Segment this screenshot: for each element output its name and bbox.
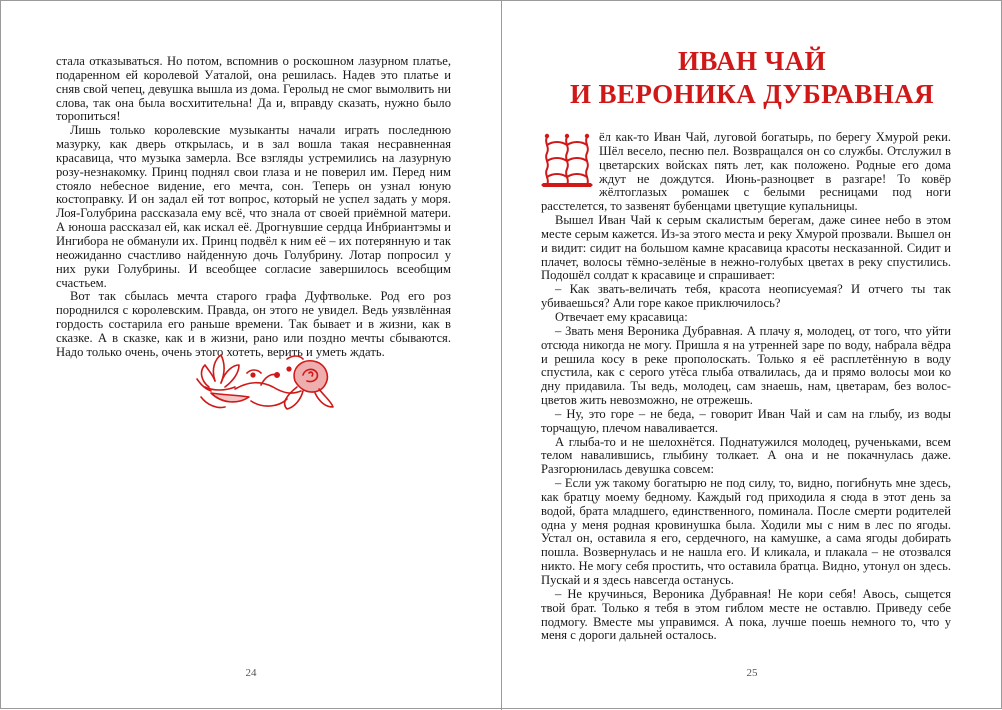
opening-paragraph-text: ёл как-то Иван Чай, луговой богатырь, по берегу Хмурой реки. Шёл весело, песню пел. Возвращался он со службы. Отслужил в цветарских войсках пять лет, как положено. Родные его дома ждут не дождутся. Июнь-разноцвет в разгаре! То ковёр жёлтоглазых ромашек с белыми ресницами под ноги расстелется, то зазвенят бубенцами цветущие купальницы. bbox=[541, 130, 951, 214]
paragraph: А глыба-то и не шелохнётся. Поднатужился молодец, рученьками, всем телом навалившись, глыбину толкает. А она и не покачнулась даже. Разгорюнилась девушка совсем: bbox=[541, 434, 951, 477]
right-page-text bbox=[541, 131, 951, 643]
paragraph: – Как звать-величать тебя, красота неописуемая? И отчего ты так убиваешься? Али горе какое приключилось? bbox=[541, 282, 951, 311]
paragraph: – Не кручинься, Вероника Дубравная! Не кори себя! Авось, сыщется твой брат. Только я тебя в этом гиблом месте не оставлю. Приведу себе подмогу. Вместе мы управимся. А пока, лучше поешь немного то, что у меня с дороги дальней осталось. bbox=[541, 586, 951, 643]
paragraph: Отвечает ему красавица: bbox=[555, 309, 688, 324]
ornamental-dropcap-icon bbox=[541, 133, 593, 189]
paragraph: Лишь только королевские музыканты начали играть последнюю мазурку, как дверь открылась, и в зал вошла такая несравненная красавица, что музыка замерла. Все взгляды устремились на лазурную розу-незнакомку. Принц поднял свои глаза и не поверил им. Перед ним стояло небесное видение, его мечта, сон. Теперь он узнал юную костоправку. И он задал ей тот вопрос, который не успел задать у моря. Лоя-Голубрина рассказала ему всё, что знала от своей приёмной матери. А юноша рассказал ей, как искал её. Дрогнувшие сердца Инбриантэмы и Ингибора не обманули их. Принц подвёл к ним её – их потерянную и так неожиданно счастливо найденную дочь Голубрину. Лотар попросил у них руки Голубрины. И всеобщее согласие завершилось всеобщим счастьем. bbox=[56, 123, 451, 290]
page-number: 24 bbox=[245, 667, 257, 679]
page-number: 25 bbox=[746, 667, 758, 679]
paragraph: стала отказываться. Но потом, вспомнив о роскошном лазурном платье, подаренном ей королевой Уаталой, она решилась. Надев это платье и сняв свой чепец, девушка вышла из дома. Геролыд не смог вымолвить ни слова, так она была восхитительна! Да и, вправду сказать, нужно было торопиться! bbox=[56, 54, 451, 124]
left-page bbox=[1, 1, 501, 710]
chapter-title bbox=[502, 45, 1002, 111]
chapter-title-line: И ВЕРОНИКА ДУБРАВНАЯ bbox=[569, 79, 935, 109]
paragraph: – Ну, это горе – не беда, – говорит Иван Чай и сам на глыбу, из воды торчащую, плечом наваливается. bbox=[541, 406, 951, 435]
paragraph: Вот так сбылась мечта старого графа Дуфтвольке. Род его роз породнился с королевским. Правда, он этого не увидел. Ведь уязвлённая гордость состарила его раньше времени. Так бывает и в жизни, как в сказке. А в сказке, как и в жизни, рано или поздно мечты сбываются. Надо только очень, очень этого хотеть, верить и уметь ждать. bbox=[56, 289, 451, 359]
paragraph: – Звать меня Вероника Дубравная. А плачу я, молодец, от того, что уйти отсюда никогда не могу. Пришла я на утренней заре по воду, набрала вёдра и решила косу в реке прополоскать. Только я её расплетённую в воду спустила, как с серого утёса глыба отвалилась, да и прямо волосы мои ко дну придавила. Ты ведь, молодец, сам знаешь, нам, цветарам, без волос-цветов жить невозможно, не отрежешь. bbox=[541, 323, 951, 408]
rose-ornament-icon bbox=[191, 351, 336, 411]
opening-paragraph bbox=[541, 131, 951, 214]
paragraph: Вышел Иван Чай к серым скалистым берегам, даже синее небо в этом месте серым кажется. Из-за этого места и реку Хмурой прозвали. Вышел он и видит: сидит на большом камне красавица красоты несказанной. Сидит и плачет, волосы тёмно-зелёные в нежно-голубых цветах в реку спустились. Подошёл солдат к красавице и спрашивает: bbox=[541, 213, 951, 283]
paragraph: – Если уж такому богатырю не под силу, то, видно, погибнуть мне здесь, как братцу моему бедному. Каждый год приходила я сюда в этот день за водой, брата младшего, единственного, поминала. После смерти родителей одна у меня родная кровинушка была. Ходили мы с ним в лес по ягоды. Устал он, оставила я его, сердечного, на камушке, а сама ягоды добирать пошла. Возвернулась и не нашла его. И кликала, и плакала – не отозвался никто. Не могу себя простить, что оставила братца. Видно, утонул он здесь. Пускай и я здесь навсегда останусь. bbox=[541, 476, 951, 587]
chapter-title-line: ИВАН ЧАЙ bbox=[677, 46, 827, 76]
right-page bbox=[502, 1, 1002, 710]
left-page-text bbox=[56, 55, 451, 360]
